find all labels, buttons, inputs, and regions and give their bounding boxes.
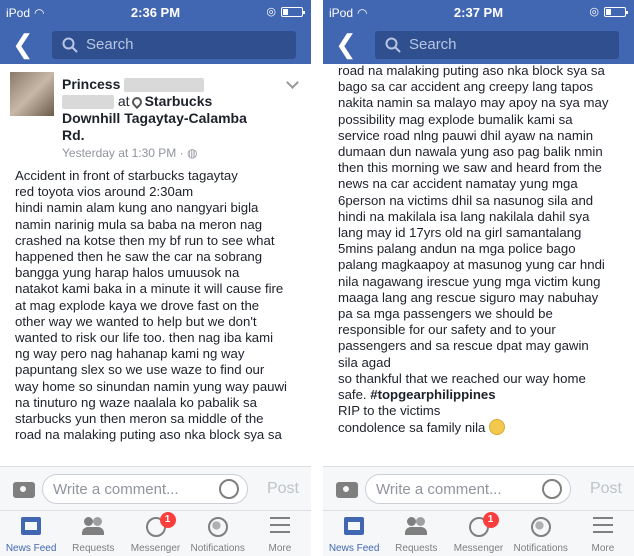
status-bar [0,0,311,26]
tab-label: Messenger [130,543,181,554]
post-author-line [62,76,282,144]
tab-notifications[interactable] [187,511,249,556]
back-chevron-icon[interactable]: ❮ [12,29,34,59]
post-header [0,64,311,164]
search-icon [62,37,78,53]
tab-messenger[interactable] [447,511,509,556]
tab-bar [0,510,311,556]
tab-label: News Feed [328,543,380,554]
rotation-lock-icon: ◎ [266,6,276,18]
tab-requests[interactable] [62,511,124,556]
post-content [323,64,634,466]
friend-requests-icon [82,517,104,535]
tab-label: Notifications [190,543,245,554]
tab-more[interactable] [249,511,311,556]
emoji-icon[interactable] [542,479,562,499]
tab-label: Requests [395,543,438,554]
place-line-1[interactable]: Starbucks [144,93,213,109]
sad-emoji-icon [489,419,505,435]
tab-news-feed[interactable] [323,511,385,556]
redacted-name [62,95,114,109]
avatar[interactable] [10,72,54,116]
battery-icon [604,7,626,17]
battery-icon [281,7,303,17]
globe-icon [208,517,228,537]
comment-placeholder: Write a comment... [376,481,502,498]
status-time: 2:37 PM [453,5,504,20]
comment-bar [323,466,634,510]
friend-requests-icon [405,517,427,535]
tab-label: Notifications [513,543,568,554]
tab-more[interactable] [572,511,634,556]
emoji-icon[interactable] [219,479,239,499]
rip-line: RIP to the victims [338,403,441,419]
search-placeholder: Search [409,36,457,53]
carrier-label: iPod [329,6,354,20]
condolence-line: condolence sa family nila [338,420,486,436]
carrier-label: iPod [6,6,31,20]
tab-label: News Feed [5,543,57,554]
right-screenshot [323,0,634,556]
author-name[interactable]: Princess [62,76,121,92]
rotation-lock-icon: ◎ [589,6,599,18]
place-line-3[interactable]: Rd. [62,127,85,143]
comment-input[interactable] [365,474,571,504]
camera-icon[interactable] [13,482,35,498]
comment-placeholder: Write a comment... [53,481,179,498]
left-screenshot [0,0,311,556]
newsfeed-icon [344,517,364,535]
wifi-icon: ◠ [357,6,368,20]
back-chevron-icon[interactable]: ❮ [335,29,357,59]
post-options-chevron-icon[interactable] [286,76,299,89]
wifi-icon: ◠ [34,6,45,20]
tab-news-feed[interactable] [0,511,62,556]
tab-messenger[interactable] [124,511,186,556]
at-label: at [117,93,130,109]
tab-label: Messenger [453,543,504,554]
location-pin-icon [130,95,144,109]
tab-label: More [591,543,615,554]
post-body-text: Accident in front of starbucks tagaytay red toyota vios around 2:30am hindi namin alam kung ano nangyari bigla namin narinig mula sa baba na meron nag crashed na kotse then my bf run to see what happened then he saw the car na sobrang bangga yung harap halos umuusok na natakot kami baka in a minute it will cause fire at mag explode kaya we drove fast on the other way we wanted to help but we don't wanted to risk our life too. then nag iba kami ng way pero nag hahanap kami ng way papuntang slex so we use waze to find our way home so sinundan namin yung way pauwi na tinuturo ng waze naalala ko pabalik sa starbucks yun then meron sa middle of the road na malaking puting aso nka block sya sa [15,168,287,443]
comment-bar [0,466,311,510]
post-button[interactable]: Post [589,480,622,497]
nav-bar [0,26,311,64]
tab-label: More [268,543,292,554]
place-line-2[interactable]: Downhill Tagaytay-Calamba [62,110,247,126]
search-input[interactable] [52,31,296,59]
messenger-badge: 1 [483,512,499,528]
tab-requests[interactable] [385,511,447,556]
post-body-text: road na malaking puting aso nka block sya sa bago sa car accident ang creepy lang tapos nakita namin sa malayo may apoy na sya may possibility mag explode bumalik kami sa service road nlng pauwi dhil ayaw na namin dumaan dun nawala yung aso pag balik nmin then this morning we saw and heard from the news na car accident namatay yung mga 6person na victims dhil sa nasunog sila and hindi na makilala isa lang nakilala dahil sya lang may id 17yrs old na girl samantalang 5mins palang andun na mga police bago palang magkaapoy at masunog yung car hndi nila nagawang irescue yung mga victim kung maaga lang ang rescue siguro may nabuhay pa sa mga passengers we should be responsible for our safety and to your passengers and sa rescue dpat may gawin sila agad so thankful that we reached our way home safe. [338,64,609,403]
search-icon [385,37,401,53]
tab-bar [323,510,634,556]
search-placeholder: Search [86,36,134,53]
tab-notifications[interactable] [510,511,572,556]
privacy-globe-icon: ◍ [186,146,198,160]
tab-label: Requests [72,543,115,554]
hashtag-link[interactable]: #topgearphilippines [370,387,496,403]
menu-icon [270,517,290,533]
post-button[interactable]: Post [266,480,299,497]
menu-icon [593,517,613,533]
camera-icon[interactable] [336,482,358,498]
newsfeed-icon [21,517,41,535]
post-timestamp: Yesterday at 1:30 PM · [62,146,184,160]
screenshot-divider [311,0,323,556]
messenger-badge: 1 [160,512,176,528]
post-content [0,64,311,466]
status-time: 2:36 PM [130,5,181,20]
globe-icon [531,517,551,537]
search-input[interactable] [375,31,619,59]
status-bar [323,0,634,26]
comment-input[interactable] [42,474,248,504]
nav-bar [323,26,634,64]
redacted-name [124,78,204,92]
